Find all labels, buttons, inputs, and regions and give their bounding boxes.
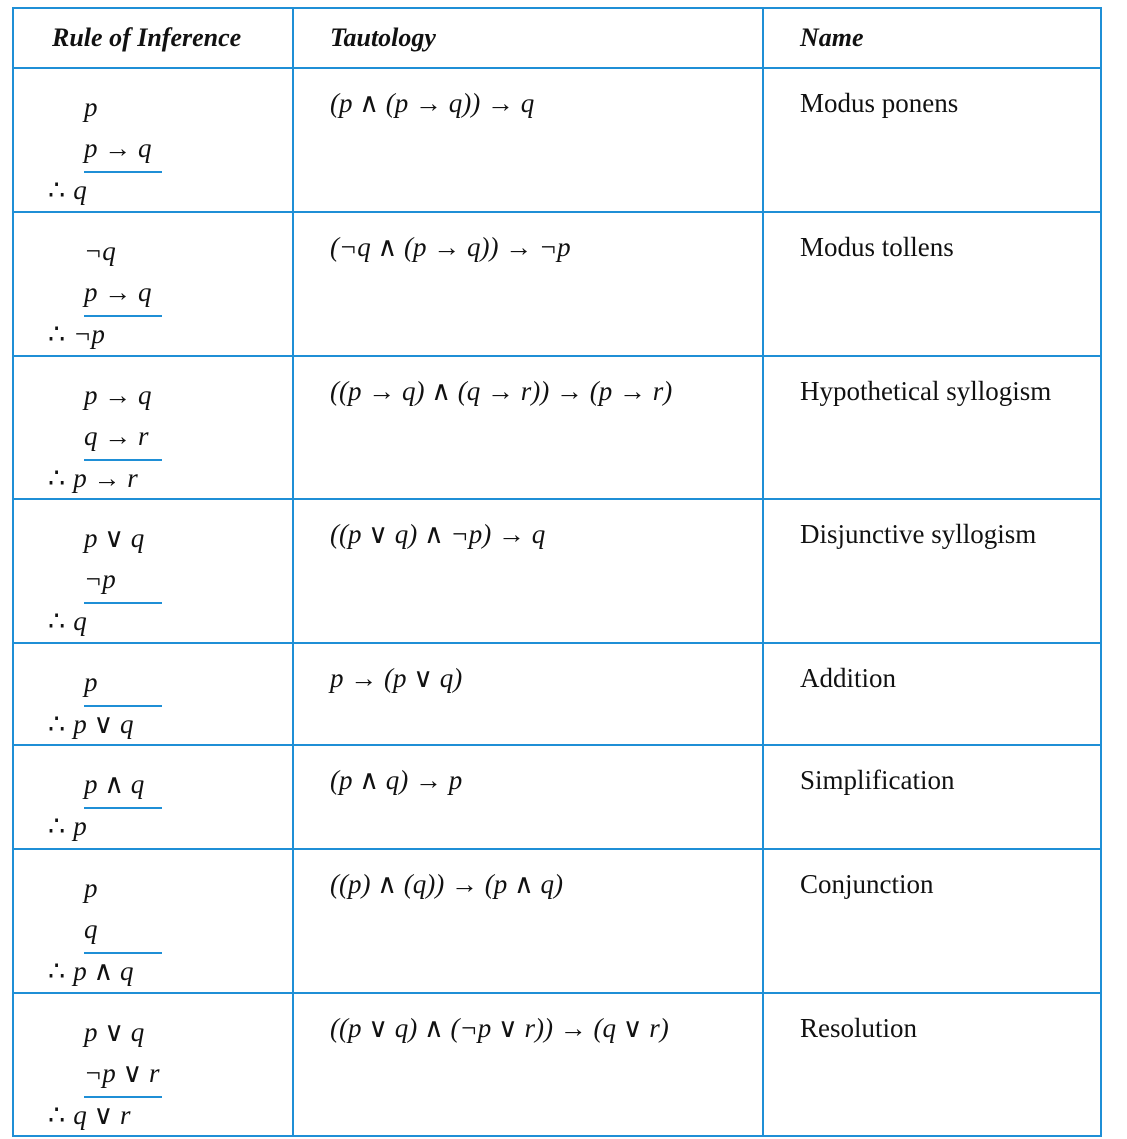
name-cell: Hypothetical syllogism <box>763 356 1101 499</box>
table-row <box>13 849 1101 993</box>
therefore-symbol: ∴ <box>48 606 66 636</box>
premise: p <box>84 92 98 122</box>
table-row <box>13 745 1101 849</box>
premise: p <box>84 667 98 697</box>
table-row <box>13 993 1101 1136</box>
conclusion-text: q <box>73 606 87 636</box>
rule-cell <box>13 356 293 499</box>
table-row <box>13 499 1101 643</box>
rule-cell <box>13 212 293 356</box>
premise: p → q <box>84 133 152 163</box>
therefore-symbol: ∴ <box>48 319 66 349</box>
table-row <box>13 643 1101 745</box>
rule-cell <box>13 643 293 745</box>
therefore-symbol: ∴ <box>48 175 66 205</box>
premise: p ∨ q <box>84 523 145 553</box>
conclusion-text: p ∨ q <box>73 709 134 739</box>
conclusion-text: p ∧ q <box>73 956 134 986</box>
header-row <box>13 8 1101 68</box>
name-cell: Disjunctive syllogism <box>763 499 1101 643</box>
conclusion <box>48 458 138 499</box>
premises <box>84 764 144 805</box>
therefore-symbol: ∴ <box>48 1100 66 1130</box>
name-cell: Addition <box>763 643 1101 745</box>
premises <box>84 1012 160 1094</box>
premise: ¬p ∨ r <box>84 1058 160 1088</box>
conclusion-text: ¬p <box>73 319 105 349</box>
premise: p → q <box>84 380 152 410</box>
header-tautology: Tautology <box>293 8 763 68</box>
premise: p ∧ q <box>84 769 145 799</box>
name-cell: Conjunction <box>763 849 1101 993</box>
conclusion <box>48 170 87 211</box>
inference-line <box>84 171 162 173</box>
premise: p ∨ q <box>84 1017 145 1047</box>
rule-cell <box>13 745 293 849</box>
conclusion <box>48 704 133 745</box>
tautology-cell: ((p ∨ q) ∧ (¬p ∨ r)) → (q ∨ r) <box>293 993 763 1136</box>
name-cell: Simplification <box>763 745 1101 849</box>
premises <box>84 518 144 600</box>
therefore-symbol: ∴ <box>48 811 66 841</box>
rule-cell <box>13 993 293 1136</box>
rules-of-inference-table <box>12 7 1102 1137</box>
premise: q → r <box>84 421 149 451</box>
premise: q <box>84 914 98 944</box>
conclusion <box>48 806 87 847</box>
tautology-cell: p → (p ∨ q) <box>293 643 763 745</box>
name-cell: Modus tollens <box>763 212 1101 356</box>
inference-line <box>84 602 162 604</box>
conclusion <box>48 314 105 355</box>
premise: ¬p <box>84 564 116 594</box>
rule-cell <box>13 499 293 643</box>
conclusion <box>48 951 133 992</box>
inference-line <box>84 807 162 809</box>
tautology-cell: (p ∧ (p → q)) → q <box>293 68 763 212</box>
tautology-cell: ((p ∨ q) ∧ ¬p) → q <box>293 499 763 643</box>
therefore-symbol: ∴ <box>48 463 66 493</box>
table-row <box>13 212 1101 356</box>
conclusion-text: q ∨ r <box>73 1100 131 1130</box>
premises <box>84 868 98 950</box>
rule-cell <box>13 849 293 993</box>
premises <box>84 231 152 313</box>
conclusion-text: p → r <box>73 463 138 493</box>
table-row <box>13 68 1101 212</box>
premises <box>84 662 98 703</box>
conclusion-text: p <box>73 811 87 841</box>
tautology-cell: ((p → q) ∧ (q → r)) → (p → r) <box>293 356 763 499</box>
name-cell: Resolution <box>763 993 1101 1136</box>
header-name: Name <box>763 8 1101 68</box>
rule-cell <box>13 68 293 212</box>
header-rule-of-inference: Rule of Inference <box>13 8 293 68</box>
conclusion <box>48 1095 130 1136</box>
premise: p → q <box>84 277 152 307</box>
conclusion <box>48 601 87 642</box>
table-row <box>13 356 1101 499</box>
name-cell: Modus ponens <box>763 68 1101 212</box>
tautology-cell: (¬q ∧ (p → q)) → ¬p <box>293 212 763 356</box>
tautology-cell: (p ∧ q) → p <box>293 745 763 849</box>
premise: p <box>84 873 98 903</box>
therefore-symbol: ∴ <box>48 956 66 986</box>
therefore-symbol: ∴ <box>48 709 66 739</box>
conclusion-text: q <box>73 175 87 205</box>
tautology-cell: ((p) ∧ (q)) → (p ∧ q) <box>293 849 763 993</box>
premise: ¬q <box>84 236 116 266</box>
premises <box>84 375 152 457</box>
premises <box>84 87 152 169</box>
